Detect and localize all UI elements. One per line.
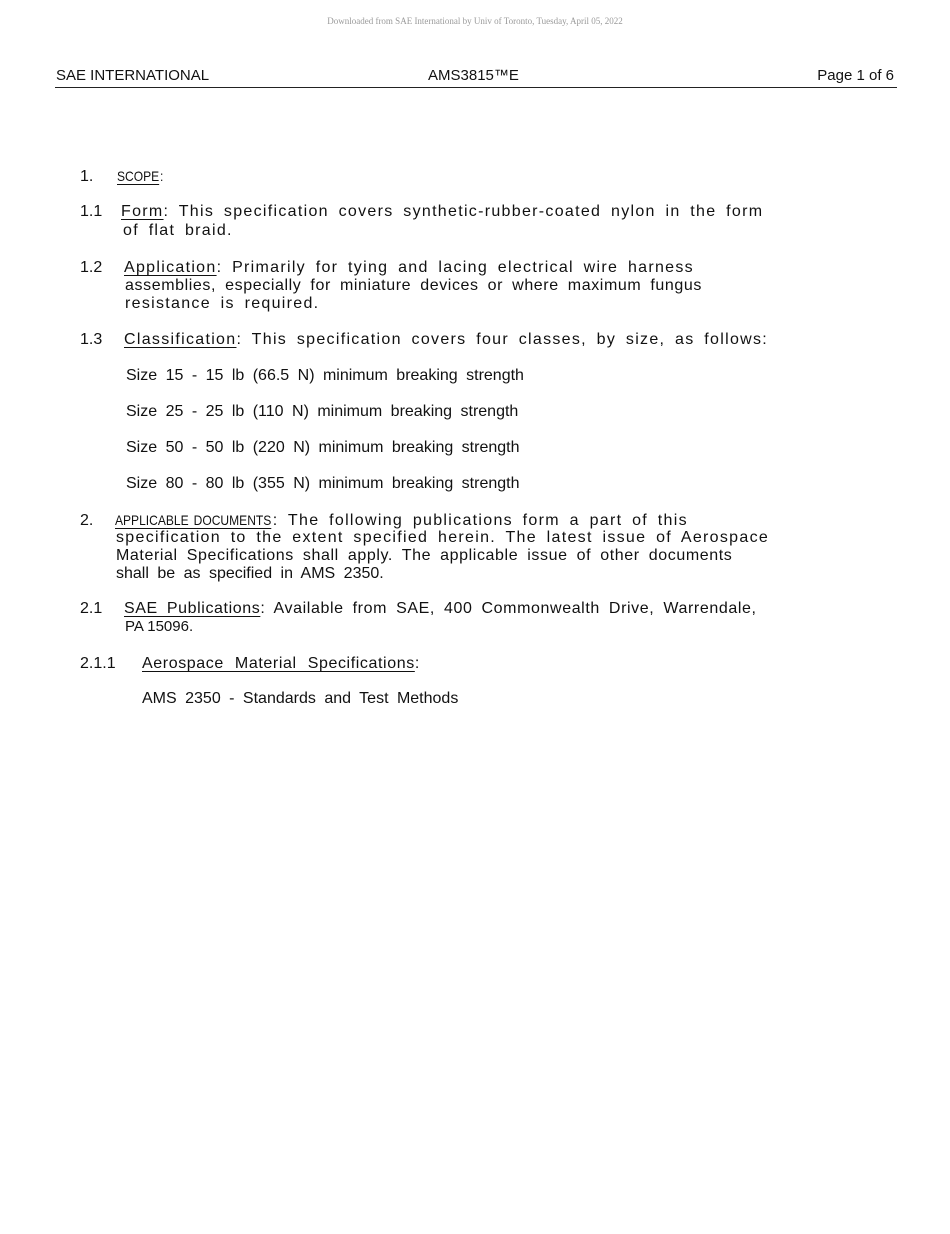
section-1-1-title: Form — [121, 203, 164, 220]
section-1-1-number: 1.1 — [80, 203, 103, 220]
section-2-1-title: SAE Publications — [124, 600, 261, 617]
download-watermark: Downloaded from SAE International by Univ of Toronto, Tuesday, April 05, 2022 — [327, 16, 623, 26]
section-2-line-3: Material Specifications shall apply. The applicable issue of other documents — [116, 547, 733, 564]
header-org: SAE INTERNATIONAL — [56, 67, 210, 84]
section-1-2-number: 1.2 — [80, 259, 103, 276]
section-2-1-text-1: : Available from SAE, 400 Commonwealth Drive, Warrendale, — [260, 600, 757, 617]
section-2-title: APPLICABLE DOCUMENTS — [115, 512, 272, 528]
section-1-heading — [117, 167, 166, 186]
section-1-title: SCOPE — [117, 168, 160, 184]
section-2-line-2: specification to the extent specified herein. The latest issue of Aerospace — [116, 529, 770, 546]
section-1-3-number: 1.3 — [80, 331, 103, 348]
section-2-1-1-heading — [142, 655, 420, 673]
section-1-2-text-1: : Primarily for tying and lacing electrical wire harness — [216, 259, 694, 276]
section-1-1-line-1 — [121, 203, 763, 221]
section-2-1-line-2: PA 15096. — [125, 618, 194, 635]
section-1-2-line-3: resistance is required. — [125, 295, 320, 312]
size-class-15: Size 15 - 15 lb (66.5 N) minimum breaking strength — [126, 367, 524, 384]
header-page-number: Page 1 of 6 — [817, 67, 894, 84]
section-1-2-title: Application — [124, 259, 217, 276]
section-2-line-1 — [115, 511, 688, 530]
size-class-50: Size 50 - 50 lb (220 N) minimum breaking strength — [126, 439, 520, 456]
section-1-3-line-1 — [124, 331, 768, 349]
section-1-1-text-1: : This specification covers synthetic-rubber-coated nylon in the form — [163, 203, 764, 220]
ams-2350-reference: AMS 2350 - Standards and Test Methods — [142, 690, 459, 707]
section-1-colon: : — [160, 168, 164, 184]
section-2-1-line-1 — [124, 600, 757, 618]
section-2-1-number: 2.1 — [80, 600, 103, 617]
page-header — [55, 67, 897, 88]
section-2-1-1-number: 2.1.1 — [80, 655, 116, 672]
section-2-number: 2. — [80, 512, 94, 529]
section-1-3-text-1: : This specification covers four classes, by size, as follows: — [236, 331, 769, 348]
section-2-text-1: : The following publications form a part of this — [272, 512, 688, 529]
section-2-1-1-title: Aerospace Material Specifications — [142, 655, 415, 672]
size-class-25: Size 25 - 25 lb (110 N) minimum breaking strength — [126, 403, 519, 420]
section-1-number: 1. — [80, 168, 94, 185]
section-1-2-line-2: assemblies, especially for miniature devices or where maximum fungus — [125, 277, 703, 294]
section-2-line-4: shall be as specified in AMS 2350. — [116, 565, 384, 582]
section-1-1-line-2: of flat braid. — [123, 222, 233, 239]
header-doc-id: AMS3815™E — [428, 67, 519, 84]
size-class-80: Size 80 - 80 lb (355 N) minimum breaking strength — [126, 475, 520, 492]
section-2-1-1-colon: : — [414, 655, 420, 672]
section-1-3-title: Classification — [124, 331, 237, 348]
section-1-2-line-1 — [124, 259, 694, 277]
